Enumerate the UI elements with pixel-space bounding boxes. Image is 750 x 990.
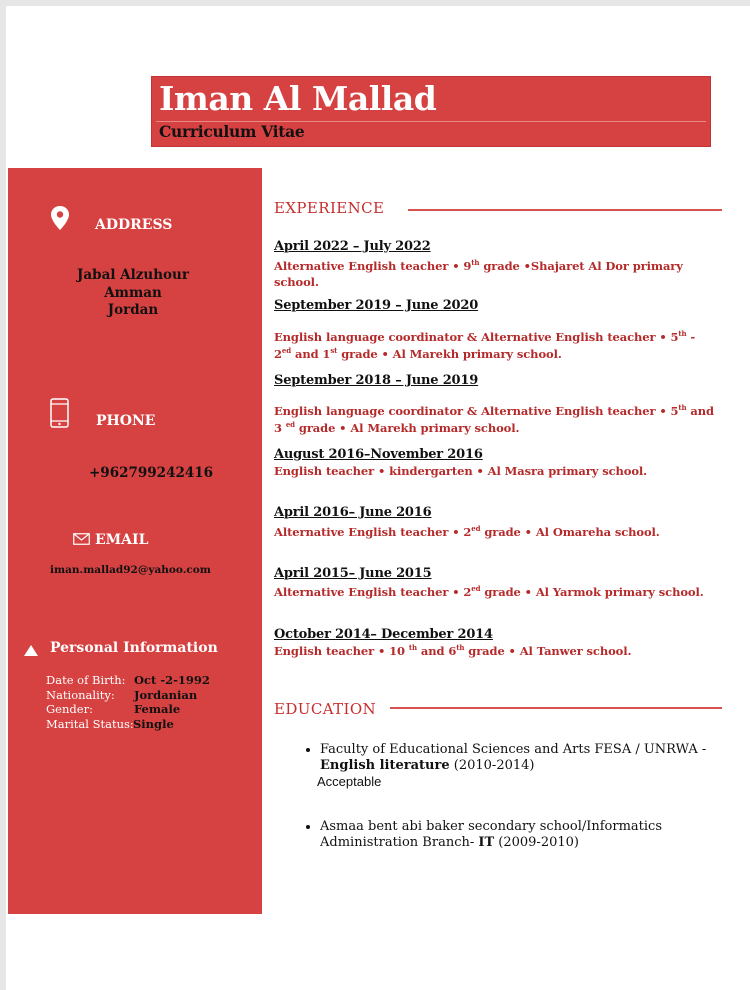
job-description: English teacher • 10 $^{th}$ and 6th grade • Al Tanwer school. (274, 643, 632, 658)
job-description: English teacher • kindergarten • Al Masra primary school. (274, 464, 648, 478)
personal-label: Date of Birth: (46, 673, 126, 687)
personal-label: Gender: (46, 702, 93, 716)
job-date: April 2015– June 2015 (274, 566, 432, 581)
personal-values (134, 673, 210, 731)
address-block (8, 267, 258, 320)
personal-labels (46, 673, 134, 731)
experience-heading: EXPERIENCE (274, 199, 385, 217)
personal-label: Nationality: (46, 687, 115, 702)
education-list (298, 742, 730, 879)
personal-value: Single (133, 716, 174, 731)
personal-value: Jordanian (134, 687, 198, 702)
document-subtitle: Curriculum Vitae (159, 122, 305, 141)
education-divider (390, 707, 722, 709)
phone-number: +962799242416 (89, 465, 214, 481)
personal-label: Marital Status: (46, 716, 134, 731)
address-line: Amman (104, 284, 162, 301)
job-date: April 2022 – July 2022 (274, 239, 431, 254)
phone-icon (50, 398, 69, 428)
cv-header (151, 76, 711, 147)
job-description: Alternative English teacher • 9th grade •Shajaret Al Dor primary school. (274, 258, 683, 289)
personal-value: Oct -2-1992 (134, 673, 210, 687)
location-pin-icon (50, 205, 70, 231)
job-date: October 2014– December 2014 (274, 627, 493, 642)
experience-divider (408, 209, 722, 211)
education-item: • Asmaa bent abi baker secondary school/Informatics Administration Branch- IT (2009-2010) (320, 819, 730, 851)
person-name: Iman Al Mallad (159, 79, 437, 118)
address-line: Jordan (107, 302, 159, 318)
job-description: English language coordinator & Alternative English teacher • $5th - 2^{ed}$ and 1st grade • Al Marekh primary school. (274, 329, 696, 361)
address-line: Jabal Alzuhour (77, 267, 189, 283)
job-description: Alternative English teacher • $2^{ed}$ grade • Al Omareha school. (274, 524, 660, 539)
phone-heading: PHONE (96, 413, 156, 429)
personal-info-heading: Personal Information (50, 640, 218, 656)
job-date: September 2018 – June 2019 (274, 373, 479, 388)
email-address[interactable]: iman.mallad92@yahoo.com (50, 564, 211, 576)
education-heading: EDUCATION (274, 700, 377, 718)
email-heading: EMAIL (95, 532, 149, 548)
job-description: English language coordinator & Alternative English teacher • 5th and 3 $^{ed}$ grade • Al Marekh primary school. (274, 403, 714, 435)
job-date: September 2019 – June 2020 (274, 298, 479, 313)
envelope-icon (73, 533, 90, 545)
job-date: April 2016– June 2016 (274, 505, 432, 520)
job-date: August 2016–November 2016 (274, 447, 483, 462)
triangle-icon (24, 645, 38, 656)
education-item: • Faculty of Educational Sciences and Arts FESA / UNRWA - English literature (2010-2014) Acceptable (320, 742, 730, 791)
personal-value: Female (134, 702, 181, 716)
address-heading: ADDRESS (95, 217, 173, 233)
job-description: Alternative English teacher • $2^{ed}$ grade • Al Yarmok primary school. (274, 584, 704, 599)
